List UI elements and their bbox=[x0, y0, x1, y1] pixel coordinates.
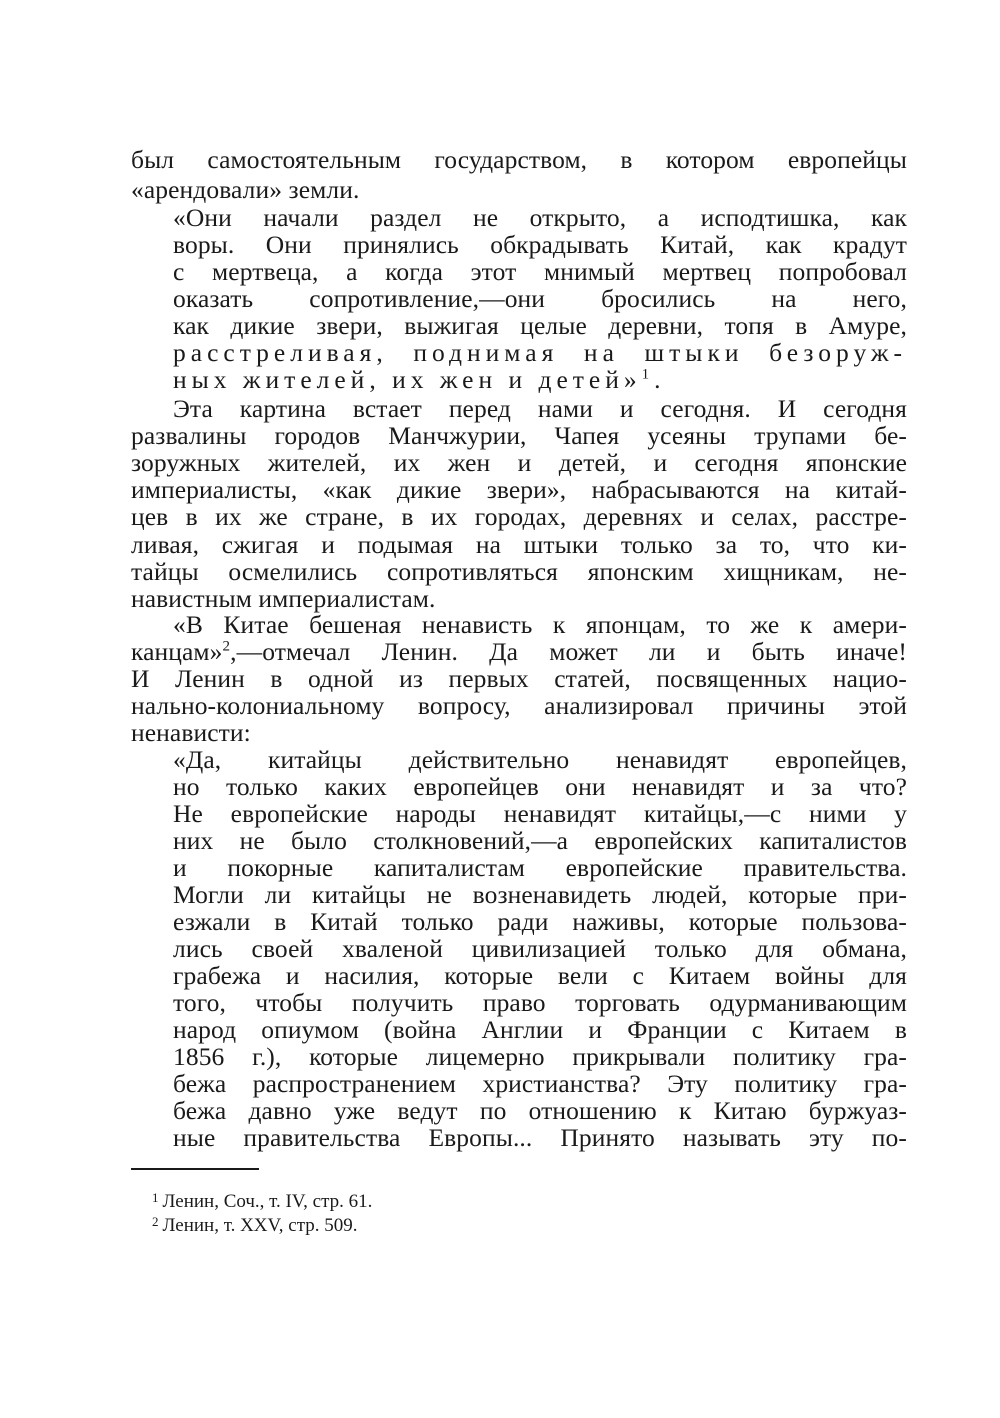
footnote-text: Ленин, Соч., т. IV, стр. 61. bbox=[162, 1191, 373, 1212]
text-line: Эта картина встает перед нами и сегодня. И сегодня bbox=[173, 394, 907, 423]
quote-line: Могли ли китайцы не возненавидеть людей, которые при- bbox=[173, 880, 907, 909]
text-fragment: ,—отмечал Ленин. Да может ли и быть иначе! bbox=[230, 637, 907, 666]
quote-line: как дикие звери, выжигая целые деревни, топя в Амуре, bbox=[173, 311, 907, 340]
quote-line: 1856 г.), которые лицемерно прикрывали политику гра- bbox=[173, 1042, 907, 1071]
quote-line: того, чтобы получить право торговать одурманивающим bbox=[173, 988, 907, 1017]
quote-line: и покорные капиталистам европейские правительства. bbox=[173, 853, 907, 882]
text-line: нально-колониальному вопросу, анализировал причины этой bbox=[131, 691, 907, 720]
quote-line: но только каких европейцев они ненавидят и за что? bbox=[173, 772, 907, 801]
text-line: ливая, сжигая и подымая на штыки только за то, что ки- bbox=[131, 530, 907, 559]
quote-line: «Они начали раздел не открыто, а исподтишка, как bbox=[173, 203, 907, 232]
footnote-mark: 2 bbox=[152, 1214, 159, 1229]
quote-line: народ опиумом (война Англии и Франции с Китаем в bbox=[173, 1015, 907, 1044]
quote-line bbox=[173, 365, 907, 395]
text-fragment: канцам» bbox=[131, 637, 223, 666]
text-line: цев в их же стране, в их городах, деревнях и селах, расстре- bbox=[131, 502, 907, 531]
quote-line: оказать сопротивление,—они бросились на него, bbox=[173, 284, 907, 313]
footnote-divider bbox=[131, 1168, 259, 1170]
text-line: «В Китае бешеная ненависть к японцам, то же к амери- bbox=[173, 610, 907, 639]
text-line: империалисты, «как дикие звери», набрасываются на китай- bbox=[131, 475, 907, 504]
text-line: был самостоятельным государством, в котором европейцы bbox=[131, 145, 907, 174]
quote-line: воры. Они принялись обкрадывать Китай, как крадут bbox=[173, 230, 907, 259]
text-line: ненависти: bbox=[131, 718, 251, 747]
quote-line: езжали в Китай только ради наживы, которые пользова- bbox=[173, 907, 907, 936]
quote-line: «Да, китайцы действительно ненавидят европейцев, bbox=[173, 745, 907, 774]
quote-line: ные правительства Европы... Принято называть эту по- bbox=[173, 1123, 907, 1152]
quote-line: грабежа и насилия, которые вели с Китаем войны для bbox=[173, 961, 907, 990]
footnote-text: Ленин, т. XXV, стр. 509. bbox=[162, 1215, 358, 1236]
footnote-ref: 1 bbox=[641, 366, 655, 383]
text-line bbox=[131, 637, 907, 667]
footnote-2 bbox=[152, 1210, 358, 1238]
quote-line: расстреливая, поднимая на штыки безоруж- bbox=[173, 338, 907, 367]
quote-line: с мертвеца, а когда этот мнимый мертвец попробовал bbox=[173, 257, 907, 286]
period: . bbox=[654, 365, 666, 394]
footnote-mark: 1 bbox=[152, 1190, 159, 1205]
quote-line: Не европейские народы ненавидят китайцы,—с ними у bbox=[173, 799, 907, 828]
text-line: зоружных жителей, их жен и детей, и сегодня японские bbox=[131, 448, 907, 477]
text-line: тайцы осмелились сопротивляться японским хищникам, не- bbox=[131, 557, 907, 586]
text-line: развалины городов Манчжурии, Чапея усеяны трупами бе- bbox=[131, 421, 907, 450]
quote-end-text: ных жителей, их жен и детей» bbox=[173, 365, 642, 394]
quote-line: бежа давно уже ведут по отношению к Китаю буржуаз- bbox=[173, 1096, 907, 1125]
footnote-ref: 2 bbox=[222, 638, 231, 655]
text-line: И Ленин в одной из первых статей, посвященных нацио- bbox=[131, 664, 907, 693]
quote-line: них не было столкновений,—а европейских капиталистов bbox=[173, 826, 907, 855]
text-line: навистным империалистам. bbox=[131, 584, 436, 613]
text-line: «арендовали» земли. bbox=[131, 175, 360, 204]
quote-line: бежа распространением христианства? Эту политику гра- bbox=[173, 1069, 907, 1098]
quote-line: лись своей хваленой цивилизацией только для обмана, bbox=[173, 934, 907, 963]
